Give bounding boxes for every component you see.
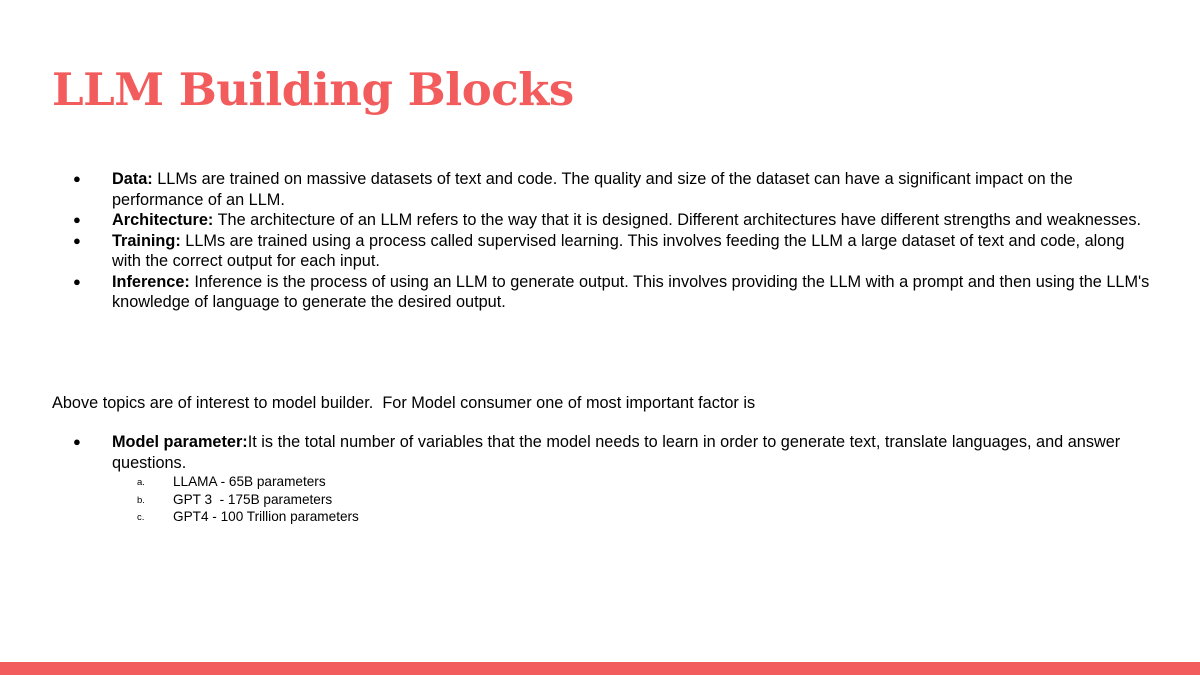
list-item	[112, 473, 1152, 491]
bullet-item-inference	[0, 272, 1200, 313]
list-item-text: LLAMA - 65B parameters	[173, 474, 326, 489]
bullet-text: It is the total number of variables that the model needs to learn in order to generate text, translate languages, and answer questions.	[112, 433, 1121, 472]
bullet-text: LLMs are trained on massive datasets of text and code. The quality and size of the dataset can have a significant impact on the performance of an LLM.	[112, 170, 1073, 209]
list-marker: c.	[137, 512, 145, 523]
bullet-icon: ●	[73, 434, 81, 449]
bullet-text: Inference is the process of using an LLM to generate output. This involves providing the LLM with a prompt and then using the LLM's knowledge of language to generate the desired output.	[112, 272, 1150, 311]
bullet-term: Training:	[112, 231, 181, 250]
bullet-text: The architecture of an LLM refers to the way that it is designed. Different architectures have different strengths and weaknesses.	[213, 211, 1141, 229]
bullet-text: LLMs are trained using a process called supervised learning. This involves feeding the LLM a large dataset of text and code, along with the correct output for each input.	[112, 231, 1125, 270]
bullet-term: Architecture:	[112, 211, 214, 229]
list-marker: b.	[137, 494, 145, 506]
bullet-term: Inference:	[112, 272, 190, 291]
list-item	[112, 491, 1152, 509]
bullet-item-training	[0, 231, 1200, 272]
bullet-icon: ●	[73, 232, 81, 248]
bullet-term: Data:	[112, 170, 153, 188]
list-marker: a.	[137, 477, 145, 488]
parameter-examples-list	[112, 473, 1152, 526]
list-item-text: GPT4 - 100 Trillion parameters	[173, 509, 359, 524]
bullet-icon: ●	[73, 273, 81, 289]
bottom-accent-bar	[0, 662, 1200, 675]
bullet-item-architecture	[0, 210, 1200, 231]
consumer-list	[0, 432, 1200, 526]
list-item-text: GPT 3 - 175B parameters	[173, 491, 333, 507]
slide-title: LLM Building Blocks	[52, 63, 574, 116]
bullet-term: Model parameter:	[112, 433, 248, 451]
bullet-item-data	[0, 169, 1200, 210]
building-blocks-list	[0, 169, 1200, 313]
consumer-intro-text: Above topics are of interest to model builder. For Model consumer one of most important factor is	[52, 394, 756, 412]
list-item	[112, 508, 1152, 526]
bullet-icon: ●	[73, 212, 81, 227]
bullet-item-model-parameter	[0, 432, 1200, 526]
bullet-icon: ●	[73, 171, 81, 186]
